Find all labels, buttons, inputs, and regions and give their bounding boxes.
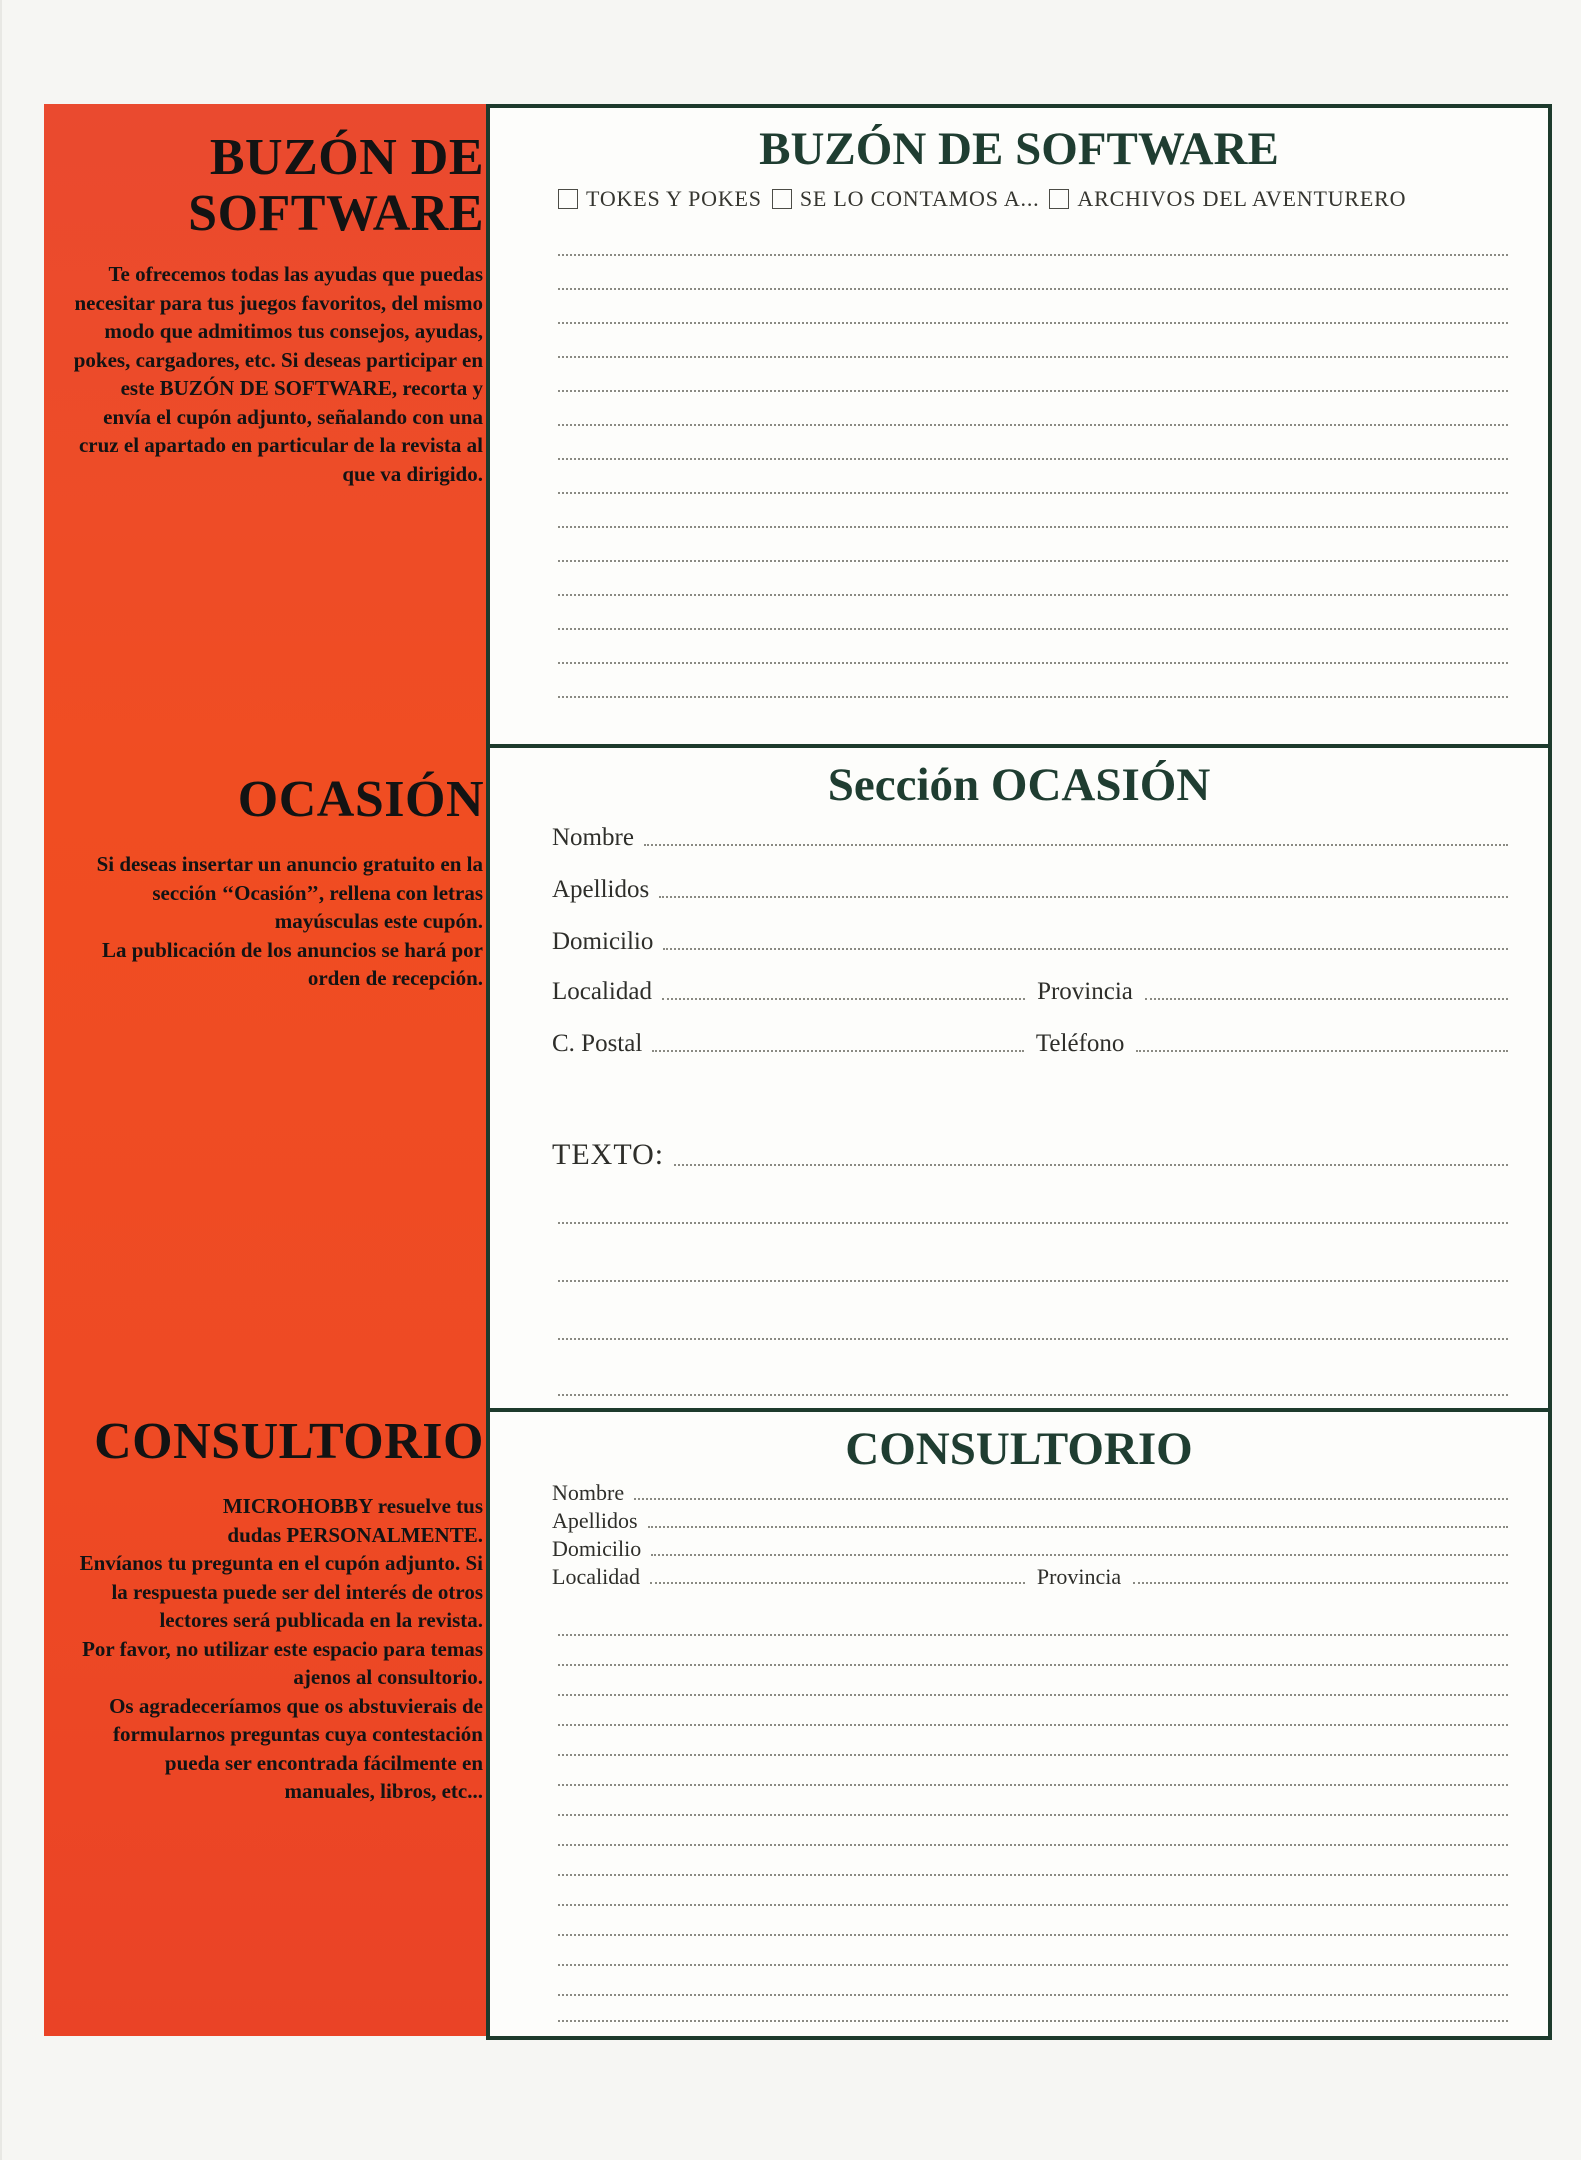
field-label: Apellidos — [552, 876, 650, 903]
writing-line[interactable] — [558, 356, 1508, 358]
section-divider — [490, 1408, 1548, 1412]
option-archivos-del-aventurero[interactable] — [1049, 186, 1406, 212]
field-label: Nombre — [552, 1480, 625, 1505]
ocasion-cpostal-telefono-field[interactable] — [552, 1030, 1508, 1058]
sidebar-consultorio-description-1: MICROHOBBY resuelve tus dudas PERSONALMENTE. — [222, 1494, 483, 1547]
field-label: C. Postal — [552, 1030, 643, 1057]
sidebar-consultorio-title: CONSULTORIO — [94, 1413, 484, 1470]
writing-line[interactable] — [558, 560, 1508, 562]
field-line[interactable] — [674, 1164, 1508, 1166]
writing-line[interactable] — [558, 1874, 1508, 1876]
writing-line[interactable] — [558, 424, 1508, 426]
writing-line[interactable] — [558, 288, 1508, 290]
ocasion-nombre-field[interactable] — [552, 824, 1508, 852]
field-line[interactable] — [1133, 1582, 1508, 1584]
writing-line[interactable] — [558, 1784, 1508, 1786]
sidebar-ocasion — [46, 772, 486, 993]
writing-line[interactable] — [558, 1724, 1508, 1726]
sidebar-ocasion-title: OCASIÓN — [237, 771, 484, 828]
section-divider — [490, 744, 1548, 748]
field-line[interactable] — [634, 1498, 1508, 1500]
ocasion-domicilio-field[interactable] — [552, 928, 1508, 956]
sidebar-consultorio-description-4: Os agradeceríamos que os abstuvierais de formularnos preguntas cuya contestación pueda ser encontrada fácilmente en manuales, libros, etc... — [109, 1693, 483, 1803]
coupon-consultorio-title: CONSULTORIO — [845, 1423, 1193, 1475]
writing-line[interactable] — [558, 1814, 1508, 1816]
sidebar-buzon — [46, 130, 486, 488]
writing-line[interactable] — [558, 254, 1508, 256]
ocasion-texto-field[interactable] — [552, 1138, 1508, 1172]
field-label: TEXTO: — [552, 1138, 665, 1171]
consultorio-localidad-provincia-field[interactable] — [552, 1564, 1508, 1590]
writing-line[interactable] — [558, 458, 1508, 460]
writing-line[interactable] — [558, 1280, 1508, 1282]
sidebar-buzon-title-line2: SOFTWARE — [188, 185, 484, 242]
sidebar-panel — [44, 104, 486, 2036]
ocasion-localidad-provincia-field[interactable] — [552, 978, 1508, 1006]
writing-line[interactable] — [558, 1754, 1508, 1756]
writing-line[interactable] — [558, 390, 1508, 392]
field-line[interactable] — [659, 896, 1508, 898]
field-line[interactable] — [652, 1050, 1024, 1052]
consultorio-apellidos-field[interactable] — [552, 1508, 1508, 1534]
sidebar-ocasion-description-1: Si deseas insertar un anuncio gratuito en la sección ‘‘Ocasión’’, rellena con letras mayúsculas este cupón. — [96, 852, 483, 933]
sidebar-consultorio-description-2: Envíanos tu pregunta en el cupón adjunto. Si la respuesta puede ser del interés de otros lectores será publicada en la revista. — [79, 1551, 483, 1632]
consultorio-domicilio-field[interactable] — [552, 1536, 1508, 1562]
writing-line[interactable] — [558, 322, 1508, 324]
ocasion-apellidos-field[interactable] — [552, 876, 1508, 904]
consultorio-nombre-field[interactable] — [552, 1480, 1508, 1506]
writing-line[interactable] — [558, 662, 1508, 664]
sidebar-ocasion-description-2: La publicación de los anuncios se hará por orden de recepción. — [102, 937, 483, 990]
field-label: Provincia — [1036, 1564, 1122, 1589]
writing-line[interactable] — [558, 1994, 1508, 1996]
coupon-frame — [486, 104, 1552, 2040]
checkbox-icon[interactable] — [772, 189, 792, 209]
field-label: Domicilio — [552, 1536, 642, 1561]
field-line[interactable] — [651, 1554, 1508, 1556]
writing-line[interactable] — [558, 696, 1508, 698]
field-label: Provincia — [1037, 978, 1133, 1005]
writing-line[interactable] — [558, 1844, 1508, 1846]
field-label: Localidad — [552, 978, 652, 1005]
sidebar-buzon-description: Te ofrecemos todas las ayudas que puedas necesitar para tus juegos favoritos, del mismo modo que admitimos tus consejos, ayudas, pokes, cargadores, etc. Si deseas participar en este BUZÓN DE SOFTWARE, recorta y envía el cupón adjunto, señalando con una cruz el apartado en particular de la revista al que va dirigido. — [73, 262, 483, 486]
sidebar-buzon-title — [46, 130, 486, 242]
writing-line[interactable] — [558, 2020, 1508, 2022]
writing-line[interactable] — [558, 1904, 1508, 1906]
writing-line[interactable] — [558, 1664, 1508, 1666]
field-label: Apellidos — [552, 1508, 638, 1533]
coupon-buzon-options — [558, 186, 1416, 212]
writing-line[interactable] — [558, 1634, 1508, 1636]
coupon-buzon-title: BUZÓN DE SOFTWARE — [759, 123, 1279, 175]
field-line[interactable] — [1136, 1050, 1508, 1052]
writing-line[interactable] — [558, 594, 1508, 596]
writing-line[interactable] — [558, 1694, 1508, 1696]
writing-line[interactable] — [558, 628, 1508, 630]
writing-line[interactable] — [558, 526, 1508, 528]
field-label: Localidad — [552, 1564, 640, 1589]
coupon-ocasion-title: Sección OCASIÓN — [827, 759, 1211, 811]
field-line[interactable] — [1145, 998, 1508, 1000]
option-label: ARCHIVOS DEL AVENTURERO — [1077, 186, 1407, 211]
sidebar-consultorio — [46, 1414, 486, 1806]
sidebar-buzon-title-line1: BUZÓN DE — [209, 129, 484, 186]
field-label: Teléfono — [1035, 1030, 1125, 1057]
field-label: Domicilio — [552, 928, 654, 955]
option-se-lo-contamos[interactable] — [772, 186, 1040, 212]
field-line[interactable] — [648, 1526, 1508, 1528]
checkbox-icon[interactable] — [1049, 189, 1069, 209]
checkbox-icon[interactable] — [558, 189, 578, 209]
writing-line[interactable] — [558, 492, 1508, 494]
sidebar-consultorio-description-3: Por favor, no utilizar este espacio para temas ajenos al consultorio. — [82, 1636, 483, 1689]
writing-line[interactable] — [558, 1934, 1508, 1936]
option-label: SE LO CONTAMOS A... — [799, 186, 1040, 211]
writing-line[interactable] — [558, 1338, 1508, 1340]
writing-line[interactable] — [558, 1964, 1508, 1966]
field-line[interactable] — [650, 1582, 1025, 1584]
field-line[interactable] — [644, 844, 1508, 846]
field-line[interactable] — [662, 998, 1025, 1000]
page-edge — [0, 0, 2, 2160]
option-label: TOKES Y POKES — [586, 186, 762, 211]
option-tokes-y-pokes[interactable] — [558, 186, 762, 212]
writing-line[interactable] — [558, 1222, 1508, 1224]
field-line[interactable] — [663, 948, 1508, 950]
field-label: Nombre — [552, 824, 634, 851]
writing-line[interactable] — [558, 1394, 1508, 1396]
